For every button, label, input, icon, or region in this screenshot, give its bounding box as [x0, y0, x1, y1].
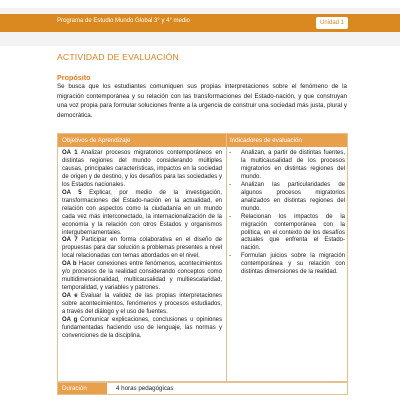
indicator-item: [229, 253, 345, 277]
evaluation-table: [57, 133, 348, 382]
objective-item: [62, 317, 222, 341]
objective-item: [62, 190, 222, 238]
column-divider: [226, 134, 227, 381]
indicator-text: Analizan, a partir de distintas fuentes, la multicausalidad de los procesos migratorios en distintas regiones del mundo.: [241, 150, 345, 180]
duration-label: Duración: [58, 383, 107, 394]
indicator-item: [229, 214, 345, 254]
duration-row: [57, 382, 348, 395]
objective-text: Explicar, por medio de la investigación, transformaciones del Estado-nación en la actualidad, en relación con aspectos como la ciudadanía en un mundo cada vez más interconectado, la internacionalización de la economía y la relación con otros Estados y organismos intergubernamentales.: [62, 189, 223, 236]
objective-code: OA g: [62, 317, 78, 324]
indicator-text: Formulan juicios sobre la migración contemporánea y su relación con distintas dimensiones de la realidad.: [241, 253, 345, 276]
objective-text: Hacer conexiones entre fenómenos, acontecimientos y/o procesos de la realidad considerando conceptos como multidimensionalidad, multicausalidad y multiescalaridad, temporalidad, y variables y patrones.: [62, 261, 222, 292]
objective-code: OA 7: [62, 237, 78, 244]
purpose-text: Se busca que los estudiantes comuniquen sus propias interpretaciones sobre el fenómeno de la migración contemporánea y su relación con las transformaciones del Estado-nación, y que construyan una voz propia para formular soluciones frente a la urgencia de construir una sociedad más justa, plural y democrática.: [57, 83, 347, 119]
indicators-list: [229, 150, 345, 277]
indicator-text: Analizan las particularidades de algunos procesos migratorios analizados en distintas regiones del mundo.: [241, 181, 345, 212]
objective-item: [62, 293, 222, 317]
bullet-dash: -: [229, 181, 231, 188]
indicators-column-header: Indicadores de evaluación: [226, 134, 347, 147]
objective-code: OA 1: [62, 150, 78, 156]
indicator-item: [229, 150, 345, 182]
indicator-item: [229, 182, 345, 214]
objective-item: [62, 237, 222, 261]
purpose-heading: Propósito: [57, 73, 91, 82]
activity-title: ACTIVIDAD DE EVALUACIÓN: [57, 52, 179, 62]
program-title: Programa de Estudio Mundo Global 3° y 4° medio: [57, 18, 190, 24]
objectives-list: [62, 150, 222, 341]
unit-badge: Unidad 1: [316, 17, 348, 29]
objective-text: Analizar procesos migratorios contemporáneos en distintas regiones del mundo considerando múltiples causas, principales características, impactos en la sociedad de origen y de destino, y los desafíos para las sociedades y los Estados nacionales.: [62, 150, 222, 188]
objective-item: [62, 150, 222, 190]
objective-code: OA e: [62, 293, 78, 300]
indicator-text: Relacionan los impactos de la migración contemporánea con la política, en el contexto de los desafíos actuales que enfrenta el Estado-nación.: [241, 213, 345, 252]
objective-text: Comunicar explicaciones, conclusiones u opiniones fundamentadas haciendo uso de lenguaje, las normas y convenciones de la disciplina.: [62, 317, 223, 339]
objective-item: [62, 261, 222, 293]
objectives-column-header: Objetivos de Aprendizaje: [58, 134, 226, 147]
page-header: [0, 0, 400, 46]
bullet-dash: -: [229, 253, 231, 260]
header-top-stripe: [0, 0, 400, 8]
objective-text: Participar en forma colaborativa en el diseño de propuestas para dar solución a problemas presentes a nivel local relacionadas con temas abordados en el nivel.: [62, 237, 223, 260]
bullet-dash: -: [229, 150, 231, 156]
objective-text: Evaluar la validez de las propias interpretaciones sobre acontecimientos, fenómenos y procesos estudiados, a través del diálogo y el uso de fuentes.: [62, 293, 223, 316]
bullet-dash: -: [229, 213, 231, 220]
objective-code: OA b: [62, 261, 77, 268]
duration-value: 4 horas pedagógicas: [116, 385, 174, 392]
objective-code: OA 5: [62, 189, 82, 196]
